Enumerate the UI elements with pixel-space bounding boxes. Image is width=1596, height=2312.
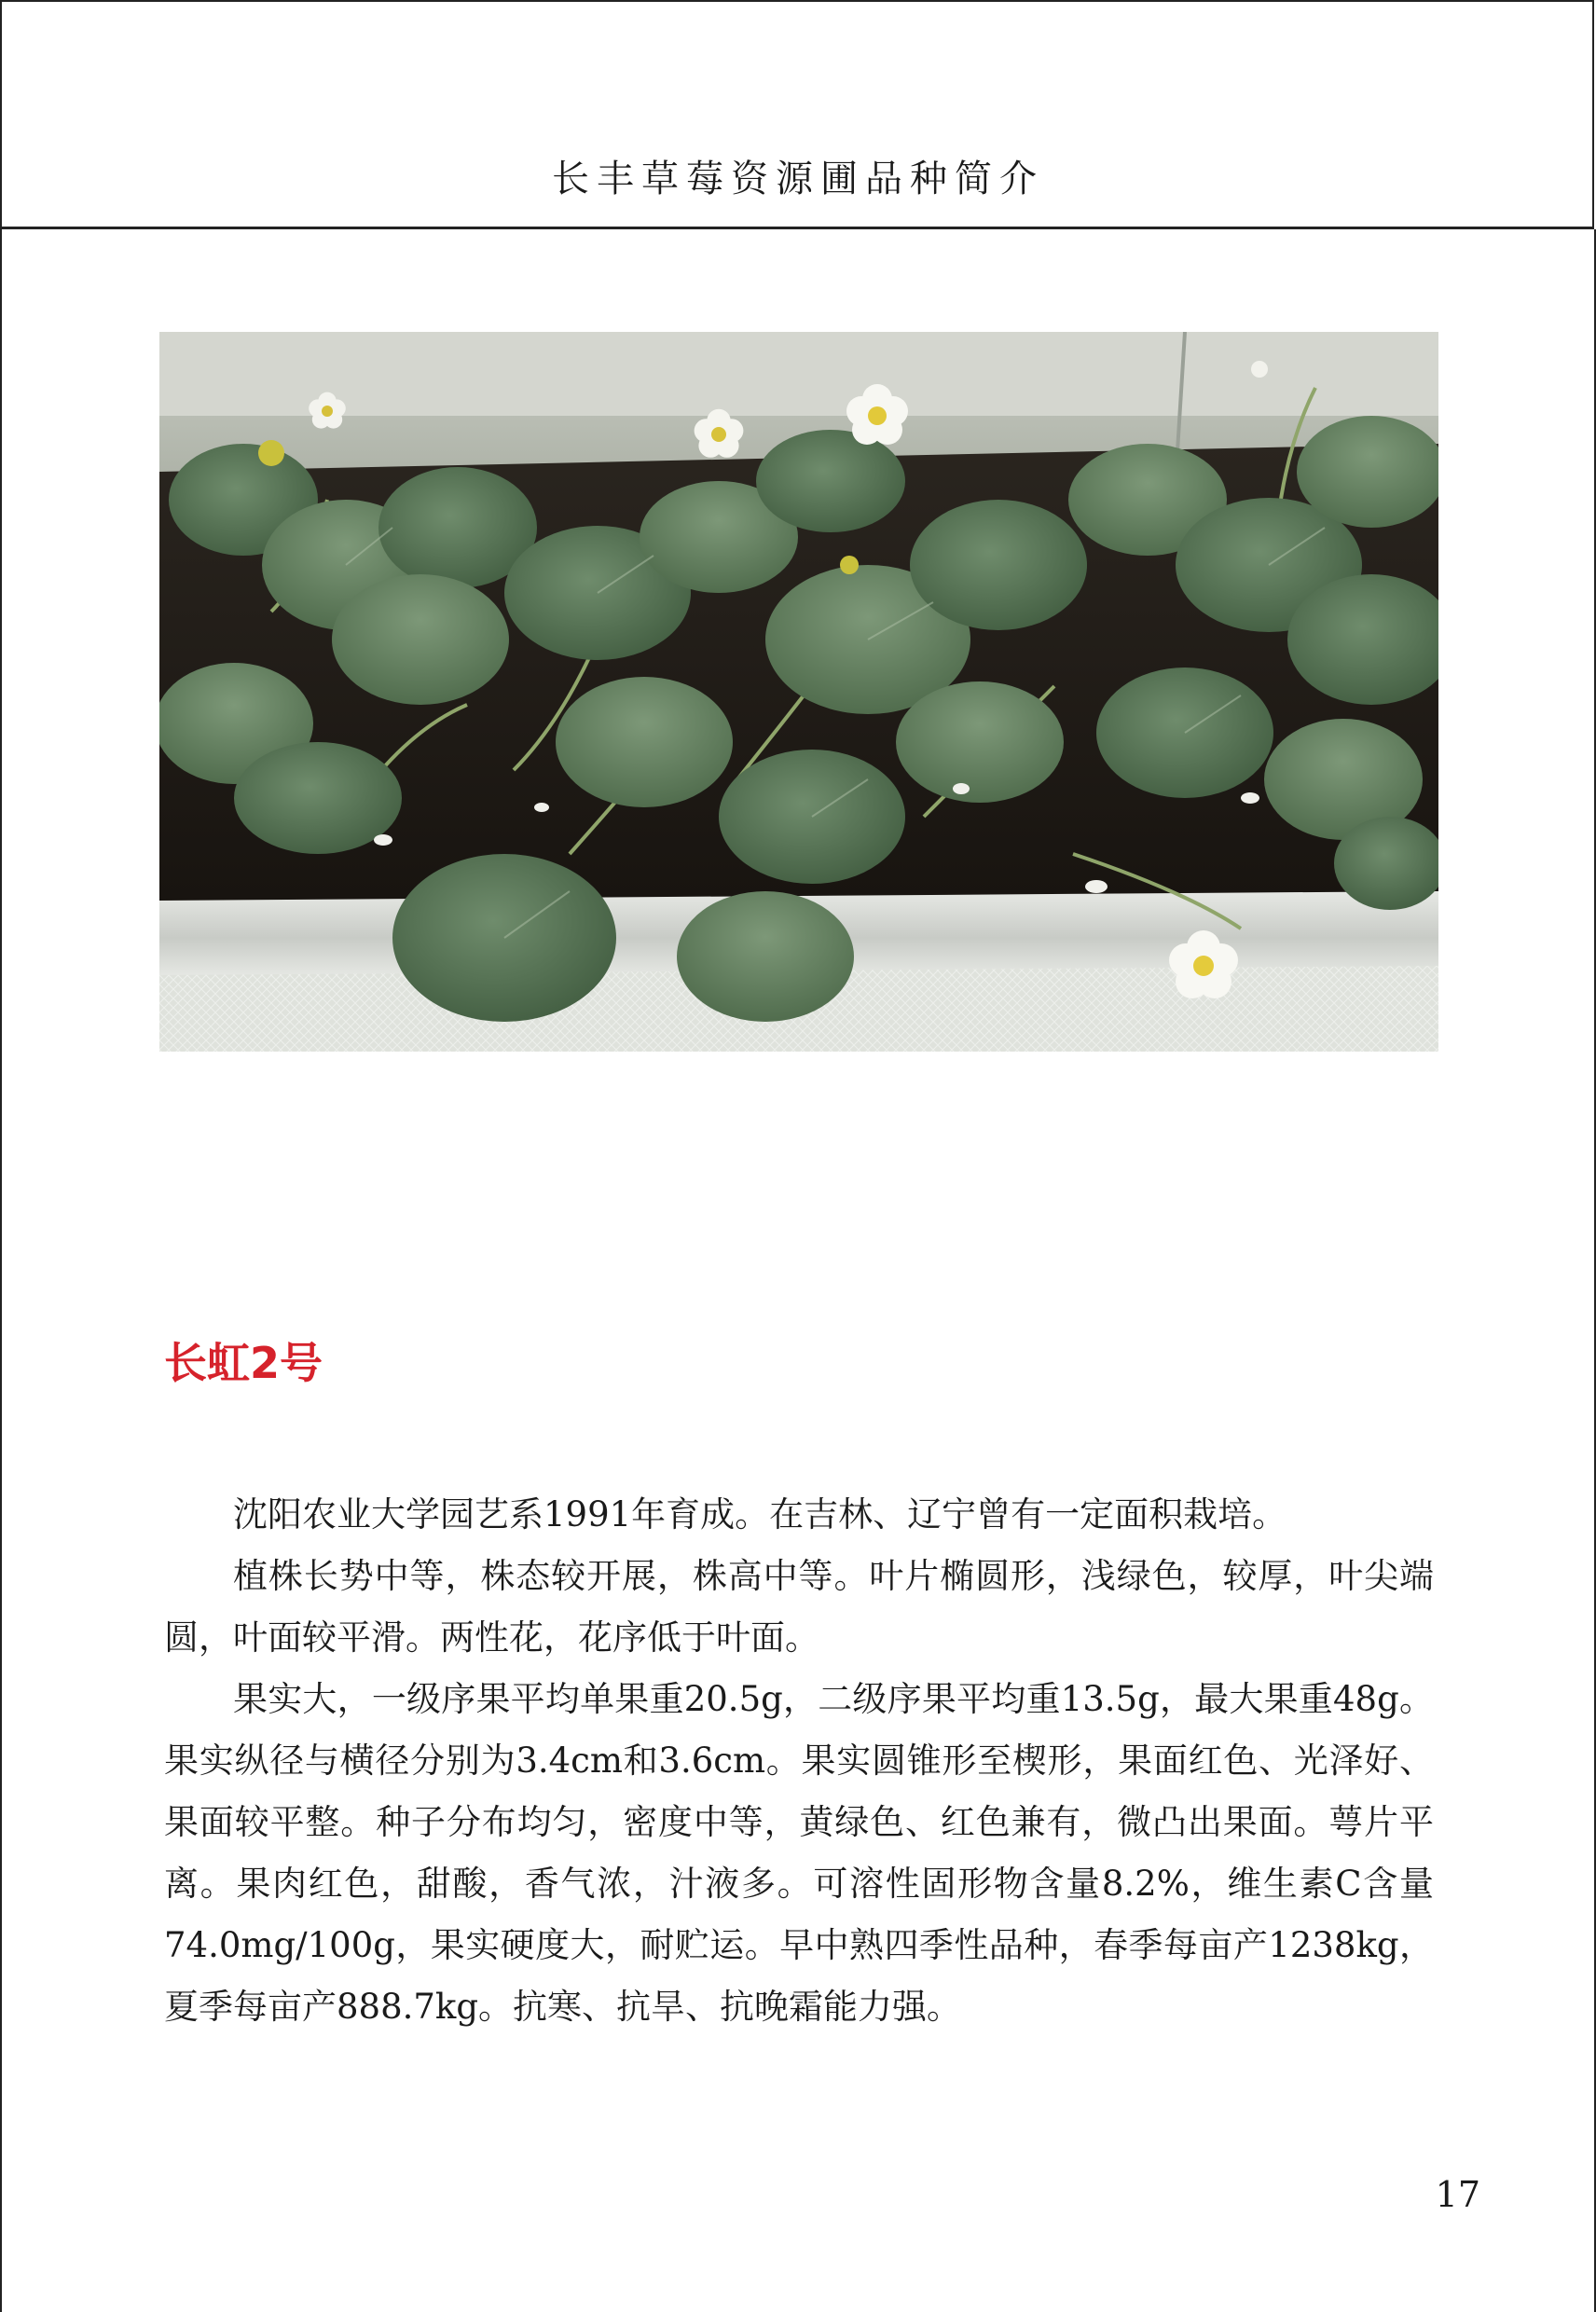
paragraph-fruit: 果实大，一级序果平均单果重20.5g，二级序果平均重13.5g，最大果重48g。果实纵径与横径分别为3.4cm和3.6cm。果实圆锥形至楔形，果面红色、光泽好、果面较平整。种子分布均匀，密度中等，黄绿色、红色兼有，微凸出果面。萼片平离。果肉红色，甜酸，香气浓，汁液多。可溶性固形物含量8.2%，维生素C含量74.0mg/100g，果实硬度大，耐贮运。早中熟四季性品种，春季每亩产1238kg，夏季每亩产888.7kg。抗寒、抗旱、抗晚霜能力强。	[164, 1679, 1434, 2027]
variety-title: 长虹2号	[164, 1338, 323, 1388]
page-border-left	[0, 229, 2, 2312]
strawberry-plants-photo	[159, 332, 1438, 1052]
running-header: 长丰草莓资源圃品种简介	[552, 158, 1044, 200]
paragraph-plant: 植株长势中等，株态较开展，株高中等。叶片椭圆形，浅绿色，较厚，叶尖端圆，叶面较平滑。两性花，花序低于叶面。	[164, 1556, 1434, 1658]
page-number: 17	[1435, 2174, 1480, 2215]
paragraph-origin: 沈阳农业大学园艺系1991年育成。在吉林、辽宁曾有一定面积栽培。	[233, 1494, 1287, 1534]
variety-description	[164, 1484, 1434, 2038]
